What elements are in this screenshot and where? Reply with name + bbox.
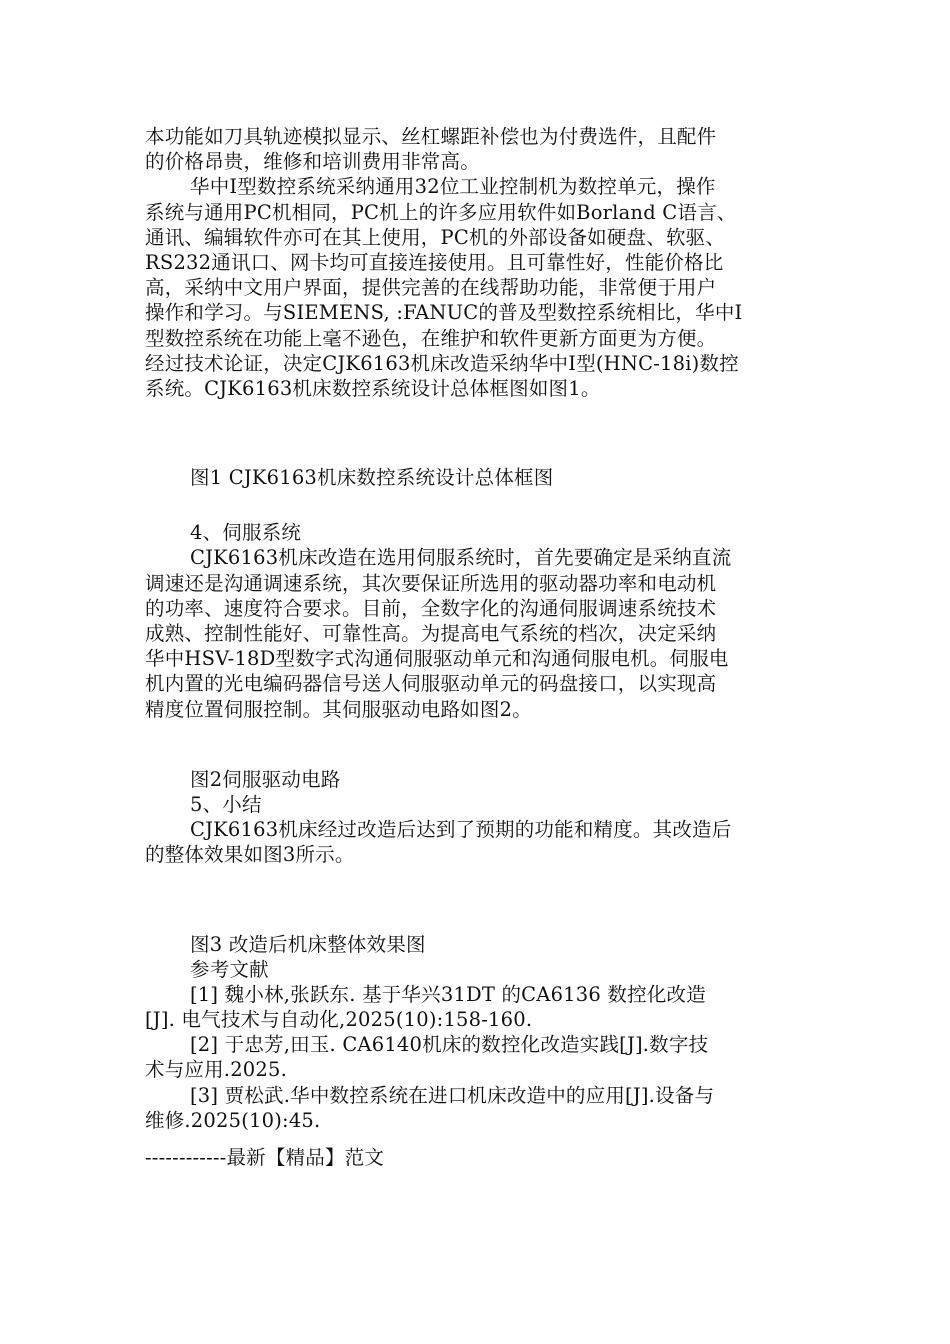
text-line: [J]. 电气技术与自动化,2025(10):158-160. (145, 1008, 533, 1032)
text-line: RS232通讯口、网卡均可直接连接使用。且可靠性好，性能价格比 (145, 250, 724, 274)
paragraph-intro (145, 124, 810, 174)
text-line: 华中HSV-18D型数字式沟通伺服驱动单元和沟通伺服电机。伺服电 (145, 647, 729, 671)
figure-placeholder-3 (145, 868, 810, 932)
section-5-heading: 5、小结 (190, 792, 262, 816)
figure-2-caption: 图2伺服驱动电路 (190, 767, 341, 791)
paragraph-hnc-system (145, 174, 810, 401)
text-line: CJK6163机床经过改造后达到了预期的功能和精度。其改造后 (190, 818, 732, 842)
footer-banner: ------------最新【精品】范文 (145, 1146, 385, 1169)
reference-3 (145, 1083, 810, 1133)
references-heading: 参考文献 (190, 957, 269, 981)
reference-2 (145, 1032, 810, 1082)
spacer (145, 490, 810, 520)
text-line: 华中Ⅰ型数控系统采纳通用32位工业控制机为数控单元，操作 (190, 175, 716, 199)
text-line: 系统与通用PC机相同，PC机上的许多应用软件如Borland C语言、 (145, 200, 737, 224)
text-line: 成熟、控制性能好、可靠性高。为提高电气系统的档次，决定采纳 (145, 622, 717, 645)
figure-placeholder-2 (145, 722, 810, 767)
document-body (145, 124, 810, 1133)
text-line: 的整体效果如图3所示。 (145, 843, 355, 867)
figure-placeholder-1 (145, 401, 810, 465)
text-line: 高，采纳中文用户界面，提供完善的在线帮助功能，非常便于用户 (145, 276, 717, 300)
text-line: 系统。CJK6163机床数控系统设计总体框图如图1。 (145, 376, 601, 400)
section-4-heading: 4、伺服系统 (190, 521, 302, 545)
text-line: 机内置的光电编码器信号送人伺服驱动单元的码盘接口，以实现高 (145, 672, 717, 696)
paragraph-servo-system (145, 545, 810, 721)
text-line: [2] 于忠芳,田玉. CA6140机床的数控化改造实践[J].数字技 (190, 1033, 709, 1057)
text-line: [1] 魏小林,张跃东. 基于华兴31DT 的CA6136 数控化改造 (190, 982, 706, 1006)
text-line: 的价格昂贵，维修和培训费用非常高。 (145, 150, 480, 174)
text-line: [3] 贾松武.华中数控系统在进口机床改造中的应用[J].设备与 (190, 1083, 715, 1107)
text-line: 调速还是沟通调速系统，其次要保证所选用的驱动器功率和电动机 (145, 571, 717, 595)
text-line: 的功率、速度符合要求。目前，全数字化的沟通伺服调速系统技术 (145, 596, 717, 620)
text-line: 经过技术论证，决定CJK6163机床改造采纳华中Ⅰ型(HNC-18i)数控 (145, 351, 739, 375)
text-line: 操作和学习。与SIEMENS, :FANUC的普及型数控系统相比，华中Ⅰ (145, 301, 743, 325)
reference-1 (145, 982, 810, 1032)
text-line: 通讯、编辑软件亦可在其上使用，PC机的外部设备如硬盘、软驱、 (145, 225, 726, 249)
text-line: 精度位置伺服控制。其伺服驱动电路如图2。 (145, 697, 532, 721)
text-line: 型数控系统在功能上毫不逊色，在维护和软件更新方面更为方便。 (145, 326, 717, 350)
text-line: 术与应用.2025. (145, 1058, 288, 1082)
paragraph-summary (145, 817, 810, 867)
figure-1-caption: 图1 CJK6163机床数控系统设计总体框图 (190, 466, 554, 490)
figure-3-caption: 图3 改造后机床整体效果图 (190, 932, 426, 956)
text-line: 维修.2025(10):45. (145, 1108, 321, 1132)
text-line: CJK6163机床改造在选用伺服系统时，首先要确定是采纳直流 (190, 546, 732, 570)
text-line: 本功能如刀具轨迹模拟显示、丝杠螺距补偿也为付费选件，且配件 (145, 125, 717, 148)
